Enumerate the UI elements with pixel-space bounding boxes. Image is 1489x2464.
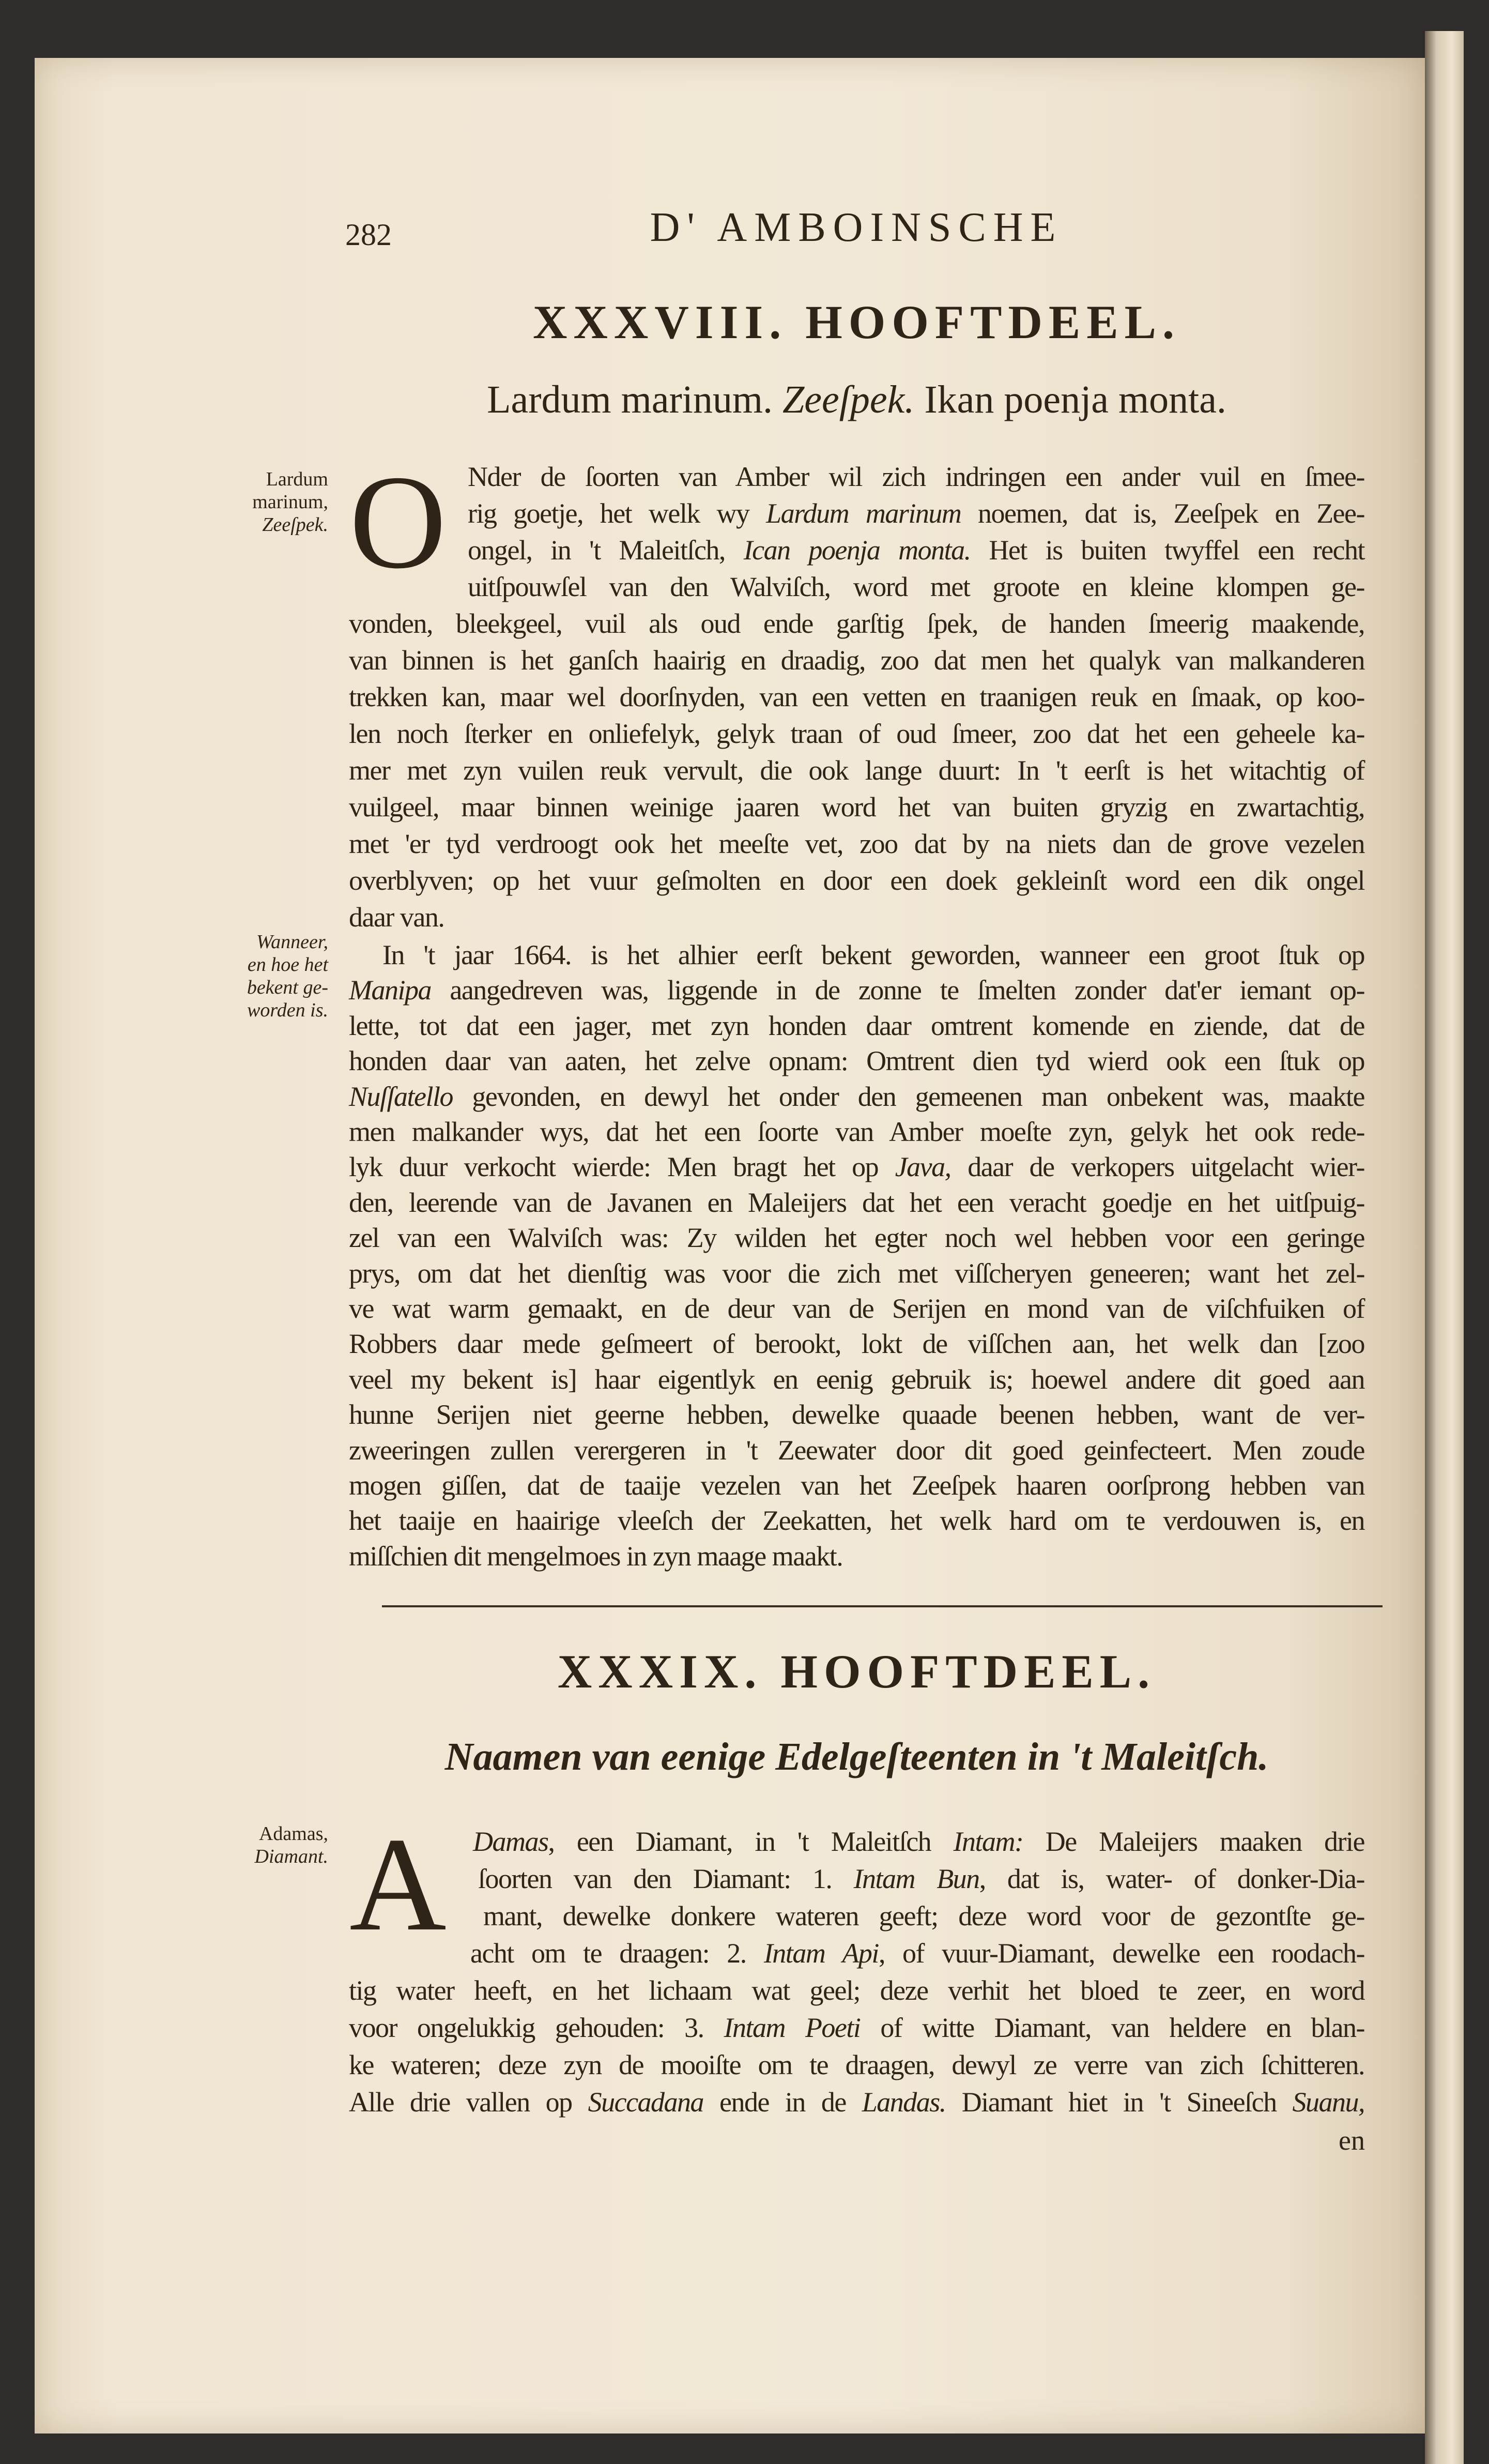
page-number: 282 bbox=[345, 218, 392, 252]
text-run: ſoorten van den Diamant: 1. bbox=[478, 1863, 854, 1894]
text-run: Intam Bun bbox=[853, 1863, 979, 1894]
text-run: Nder de ſoorten van Amber wil zich indringen een ander vuil en ſmee- bbox=[468, 461, 1364, 492]
running-head: D' AMBOINSCHE bbox=[650, 205, 1063, 250]
text-run: van binnen is het ganſch haairig en draadig, zoo dat men het qualyk van malkanderen bbox=[349, 645, 1364, 676]
text-run: voor ongelukkig gehouden: 3. bbox=[349, 2012, 724, 2043]
text-line bbox=[349, 1115, 1364, 1148]
text-run: mant, dewelke donkere wateren geeft; deze word voor de gezontſte ge- bbox=[483, 1900, 1364, 1931]
text-line bbox=[468, 570, 1364, 603]
text-run: Damas bbox=[473, 1826, 548, 1857]
text-run: lette, tot dat een jager, met zyn honden daar omtrent komende en ziende, dat de bbox=[349, 1010, 1364, 1041]
text-run: , een Diamant, in 't Maleitſch bbox=[548, 1826, 954, 1857]
text-line bbox=[382, 938, 1364, 971]
text-line bbox=[349, 974, 1364, 1007]
text-line bbox=[470, 1937, 1364, 1970]
text-line bbox=[349, 1504, 1364, 1537]
text-run: honden daar van aaten, het zelve opnam: Omtrent dien tyd wierd ook een ſtuk op bbox=[349, 1045, 1364, 1077]
drop-cap-a: A bbox=[349, 1810, 447, 1959]
text-run: tig water heeft, en het lichaam wat geel; deze verhit het bloed te zeer, en word bbox=[349, 1975, 1364, 2006]
text-line bbox=[349, 1150, 1364, 1183]
text-line bbox=[349, 1974, 1364, 2007]
text-run: Intam Api bbox=[763, 1938, 879, 1969]
text-run: men malkander wys, dat het een ſoorte van Amber moeſte zyn, gelyk het ook rede- bbox=[349, 1116, 1364, 1147]
text-line bbox=[349, 1292, 1364, 1325]
text-run: Alle drie vallen op bbox=[349, 2087, 588, 2118]
text-line bbox=[349, 1044, 1364, 1077]
margin-note-line: en hoe het bbox=[247, 954, 328, 976]
text-line bbox=[349, 754, 1364, 787]
text-line bbox=[349, 901, 1364, 934]
text-line bbox=[349, 644, 1364, 677]
text-run: Java, bbox=[895, 1151, 951, 1183]
text-run: , of vuur-Diamant, dewelke een roodach- bbox=[878, 1938, 1365, 1969]
text-line bbox=[349, 1469, 1364, 1502]
text-run: zweeringen zullen verergeren in 't Zeewater door dit goed geinfecteert. Men zoude bbox=[349, 1434, 1364, 1466]
text-run: ke wateren; deze zyn de mooiſte om te draagen, dewyl ze verre van zich ſchitteren. bbox=[349, 2049, 1364, 2080]
text-run: In 't jaar 1664. is het alhier eerſt bekent geworden, wanneer een groot ſtuk op bbox=[382, 939, 1364, 970]
text-line bbox=[349, 2048, 1364, 2081]
margin-note bbox=[243, 468, 328, 536]
text-run: Intam: bbox=[953, 1826, 1023, 1857]
text-line bbox=[349, 1186, 1364, 1219]
text-run: ongel, in 't Maleitſch, bbox=[468, 535, 744, 566]
text-line bbox=[478, 1862, 1364, 1895]
text-run: acht om te draagen: 2. bbox=[470, 1938, 764, 1969]
text-run: Diamant hiet in 't Sineeſch bbox=[945, 2087, 1293, 2118]
text-run: gevonden, en dewyl het onder den gemeenen man onbekent was, maakte bbox=[453, 1081, 1364, 1112]
text-run: mer met zyn vuilen reuk vervult, die ook lange duurt: In 't eerſt is het witachtig of bbox=[349, 755, 1364, 786]
text-line bbox=[468, 497, 1364, 530]
text-line bbox=[349, 827, 1364, 860]
text-line bbox=[349, 680, 1364, 713]
text-run: het taaije en haairige vleeſch der Zeekatten, het welk hard om te verdouwen is, en bbox=[349, 1505, 1364, 1537]
margin-note-line: Adamas, bbox=[258, 1823, 328, 1845]
catchword: en bbox=[1339, 2125, 1365, 2156]
margin-note bbox=[243, 1822, 328, 1868]
text-run: met 'er tyd verdroogt ook het meeſte vet, zoo dat by na niets dan de grove vezelen bbox=[349, 828, 1364, 859]
text-run: prys, om dat het dienſtig was voor die zich met viſſcheryen geneeren; want het zel- bbox=[349, 1257, 1364, 1289]
text-run: mogen giſſen, dat de taaije vezelen van het Zeeſpek haaren oorſprong hebben van bbox=[349, 1470, 1364, 1501]
margin-note-line: marinum, bbox=[252, 491, 328, 513]
text-run: trekken kan, maar wel doorſnyden, van een vetten en traanigen reuk en ſmaak, op koo- bbox=[349, 681, 1364, 712]
chapter-38-subtitle bbox=[349, 377, 1364, 422]
text-line bbox=[349, 1009, 1364, 1042]
text-line bbox=[483, 1899, 1364, 1933]
text-run: Landas. bbox=[862, 2087, 946, 2118]
text-run: ende in de bbox=[703, 2087, 862, 2118]
text-run: daar van. bbox=[349, 902, 444, 933]
text-run: uitſpouwſel van den Walviſch, word met groote en kleine klompen ge- bbox=[468, 571, 1364, 602]
text-run: overblyven; op het vuur geſmolten en door een doek gekleinſt word een dik ongel bbox=[349, 865, 1364, 896]
margin-note-line: Diamant. bbox=[254, 1846, 328, 1867]
text-line bbox=[349, 2011, 1364, 2044]
text-run: Intam Poeti bbox=[724, 2012, 861, 2043]
text-run: noemen, dat is, Zeeſpek en Zee- bbox=[961, 498, 1364, 529]
text-run: len noch ſterker en onliefelyk, gelyk traan of oud ſmeer, zoo dat het een geheele ka- bbox=[349, 718, 1364, 749]
text-run: ve wat warm gemaakt, en de deur van de Serijen en mond van de viſchfuiken of bbox=[349, 1293, 1364, 1324]
margin-note-line: bekent ge- bbox=[247, 977, 328, 998]
text-run: vuilgeel, maar binnen weinige jaaren word het van buiten gryzig en zwartachtig, bbox=[349, 792, 1364, 823]
text-run: Naamen van eenige Edelgeſteenten in 't Maleitſch. bbox=[444, 1735, 1269, 1778]
text-run: Lardum marinum. bbox=[487, 378, 783, 421]
chapter-39-title: XXXIX. HOOFTDEEL. bbox=[557, 1645, 1156, 1698]
text-line bbox=[349, 1257, 1364, 1290]
text-line bbox=[349, 1080, 1364, 1113]
text-line bbox=[349, 717, 1364, 750]
margin-note bbox=[243, 931, 328, 1022]
text-run: miſſchien dit mengelmoes in zyn maage maakt. bbox=[349, 1540, 843, 1572]
text-run: zel van een Walviſch was: Zy wilden het egter noch wel hebben voor een geringe bbox=[349, 1222, 1364, 1254]
text-run: Ican poenja monta. bbox=[743, 535, 971, 566]
margin-note-line: worden is. bbox=[247, 999, 328, 1021]
margin-note-line: Lardum bbox=[266, 468, 328, 490]
text-line bbox=[473, 1825, 1364, 1858]
text-run: Manipa bbox=[349, 975, 431, 1006]
text-line bbox=[349, 790, 1364, 824]
text-run: vonden, bleekgeel, vuil als oud ende garſtig ſpek, de handen ſmeerig maakende, bbox=[349, 608, 1364, 639]
text-run: Het is buiten twyffel een recht bbox=[970, 535, 1365, 566]
text-run: Ikan poenja monta. bbox=[914, 378, 1226, 421]
text-run: daar de verkopers uitgelacht wier- bbox=[950, 1151, 1364, 1183]
text-line bbox=[349, 864, 1364, 897]
text-run: Lardum marinum bbox=[766, 498, 961, 529]
text-run: aangedreven was, liggende in de zonne te ſmelten zonder dat'er iemant op- bbox=[431, 975, 1364, 1006]
text-line bbox=[349, 1327, 1364, 1360]
text-line bbox=[349, 1398, 1364, 1431]
text-line bbox=[468, 534, 1364, 567]
chapter-38-title: XXXVIII. HOOFTDEEL. bbox=[533, 296, 1180, 348]
text-run: Zeeſpek. bbox=[782, 378, 915, 421]
text-run: rig goetje, het welk wy bbox=[468, 498, 766, 529]
text-line bbox=[349, 2086, 1364, 2119]
text-run: lyk duur verkocht wierde: Men bragt het op bbox=[349, 1151, 895, 1183]
text-run: De Maleijers maaken drie bbox=[1023, 1826, 1365, 1857]
text-run: Nuſſatello bbox=[349, 1081, 453, 1112]
text-line bbox=[349, 1434, 1364, 1467]
text-line bbox=[349, 1540, 1364, 1573]
text-run: Succadana bbox=[588, 2087, 704, 2118]
text-run: den, leerende van de Javanen en Maleijers dat het een veracht goedje en het uitſpuig- bbox=[349, 1187, 1364, 1218]
text-line bbox=[349, 1221, 1364, 1254]
text-run: of witte Diamant, van heldere en blan- bbox=[860, 2012, 1364, 2043]
margin-note-line: Zeeſpek. bbox=[262, 514, 328, 536]
text-line bbox=[349, 1363, 1364, 1396]
text-run: veel my bekent is] haar eigentlyk en eenig gebruik is; hoewel andere dit goed aan bbox=[349, 1363, 1364, 1395]
text-run: hunne Serijen niet geerne hebben, dewelke quaade beenen hebben, want de ver- bbox=[349, 1399, 1364, 1431]
text-line bbox=[468, 460, 1364, 493]
text-run: Suanu, bbox=[1292, 2087, 1365, 2118]
drop-cap-o: O bbox=[349, 448, 447, 597]
text-run: Robbers daar mede geſmeert of berookt, lokt de viſſchen aan, het welk dan [zoo bbox=[349, 1328, 1364, 1360]
text-line bbox=[349, 607, 1364, 640]
chapter-39-subtitle bbox=[349, 1735, 1364, 1779]
facing-page-edge bbox=[1425, 31, 1464, 2464]
text-run: , dat is, water- of donker-Dia- bbox=[979, 1863, 1365, 1894]
margin-note-line: Wanneer, bbox=[256, 931, 328, 953]
section-divider bbox=[382, 1605, 1383, 1607]
